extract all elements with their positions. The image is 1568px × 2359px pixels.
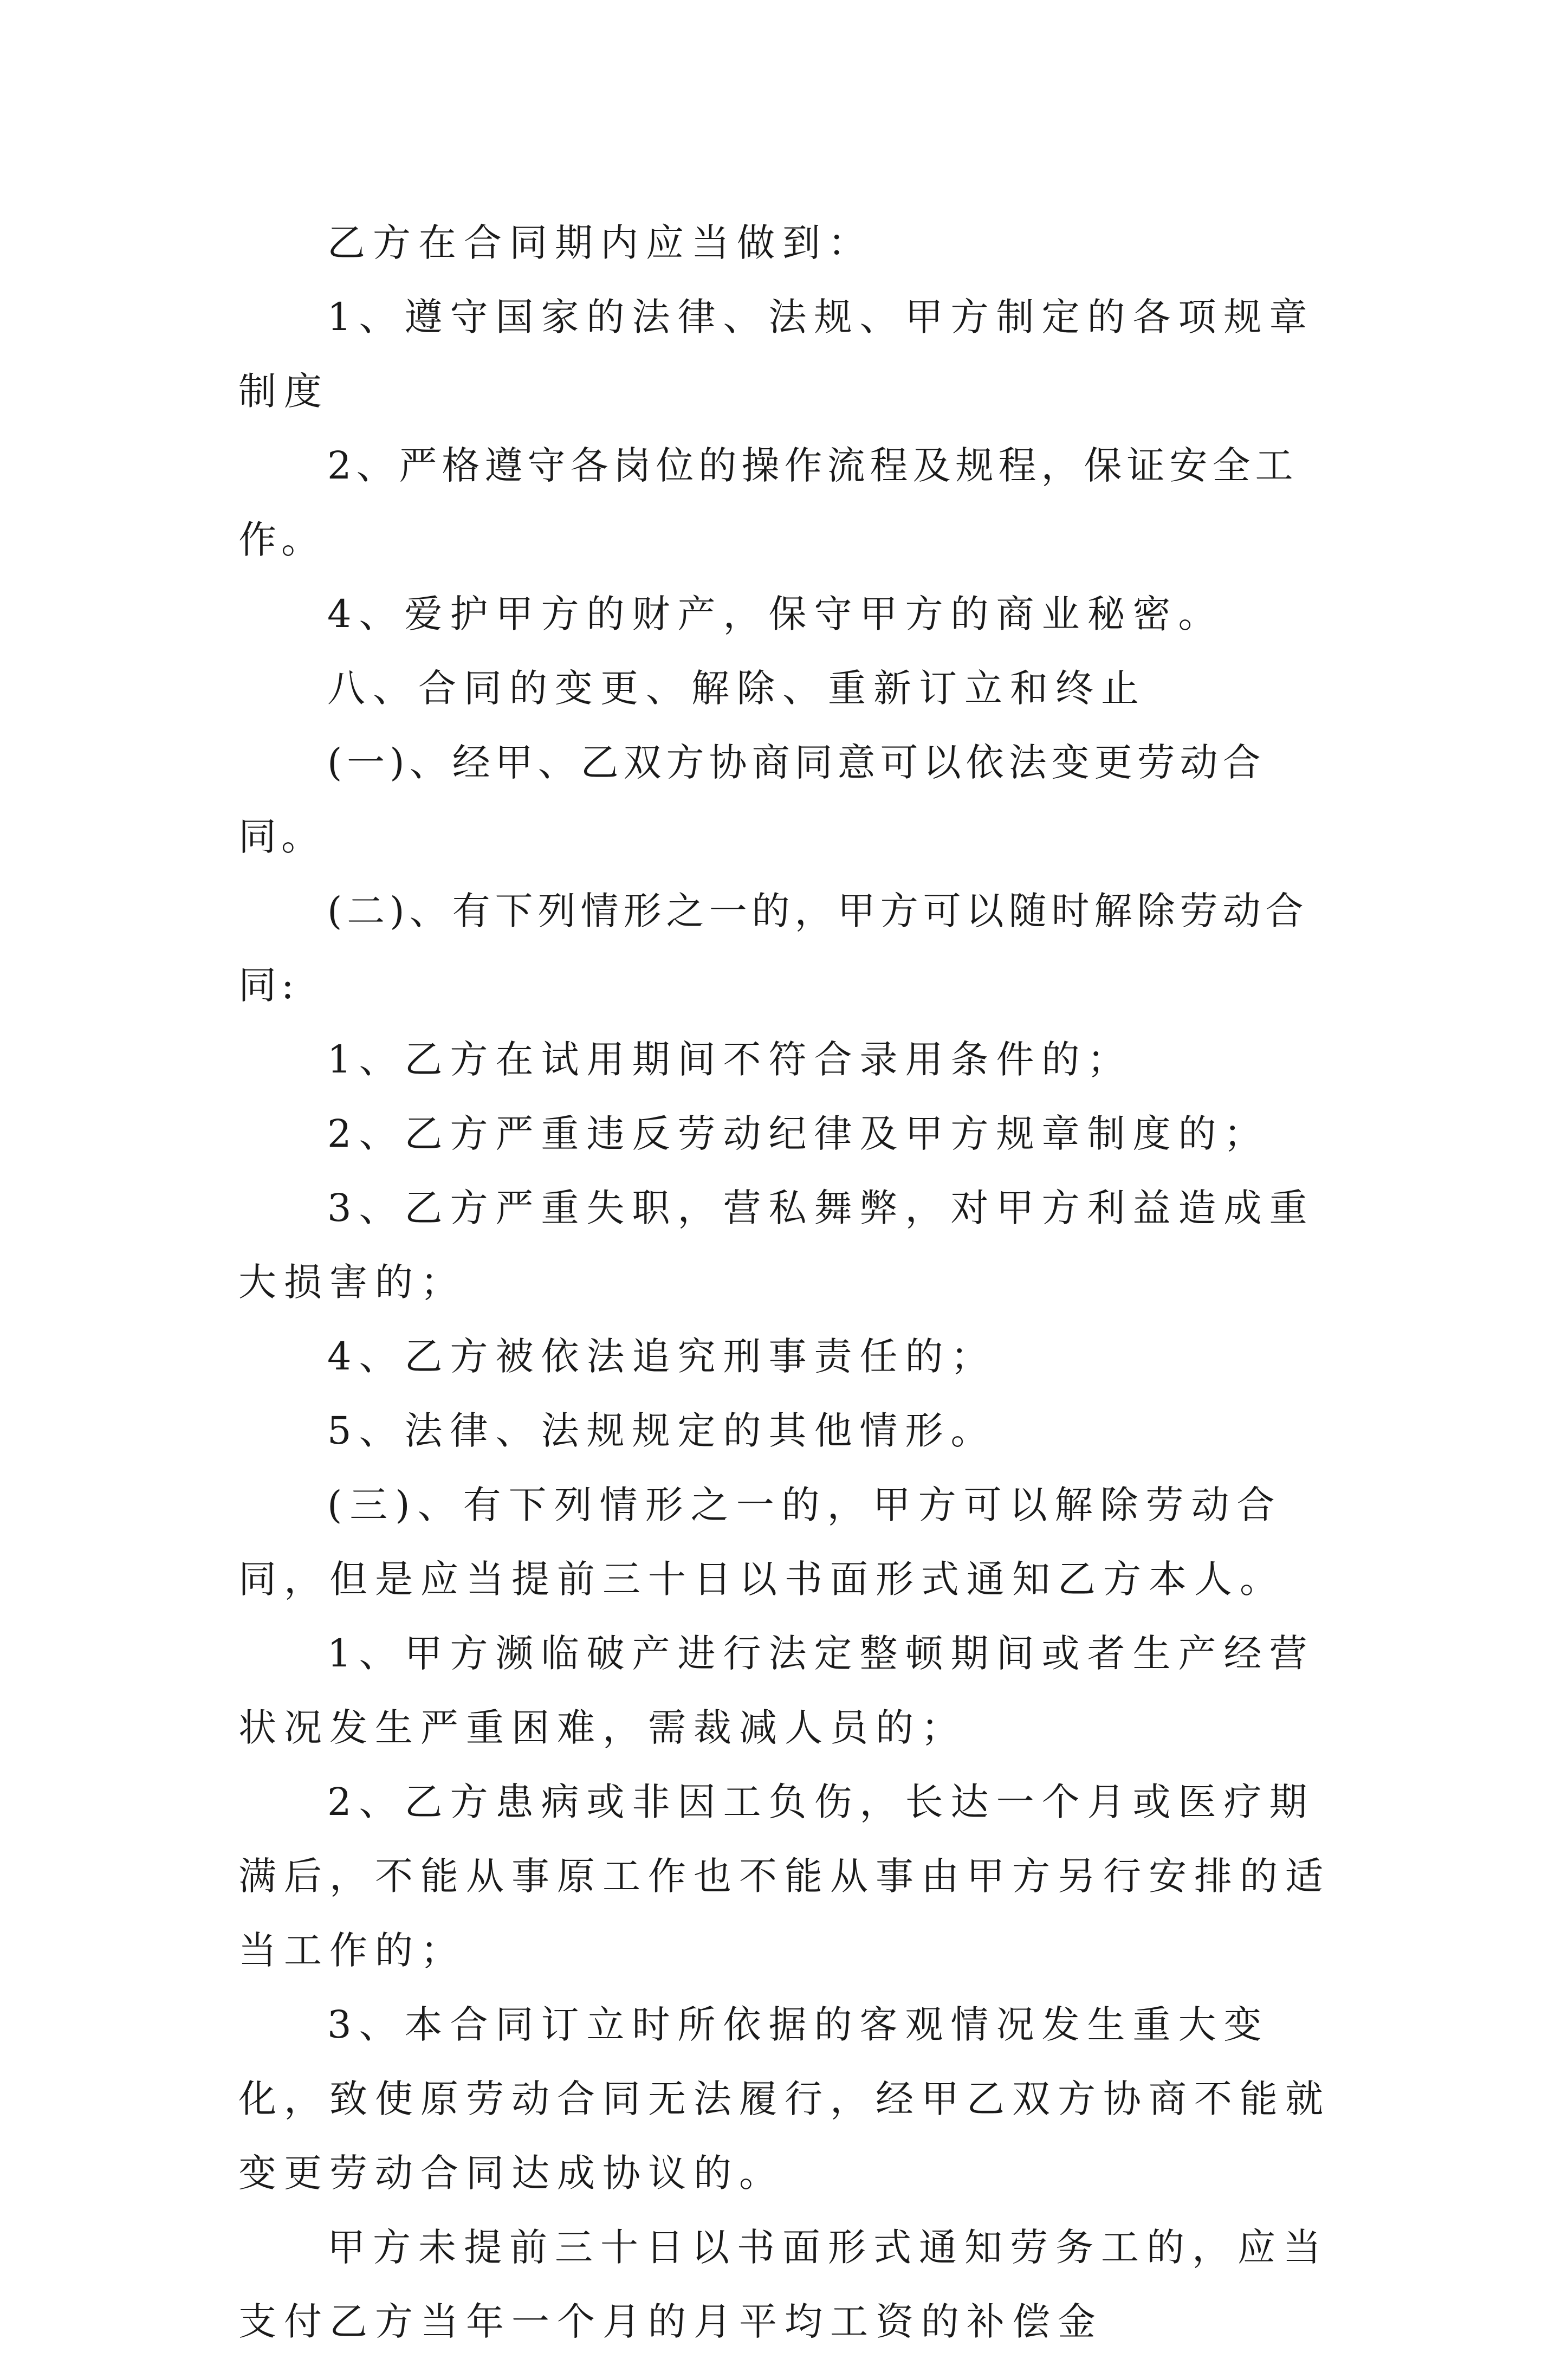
paragraph: 4、爱护甲方的财产，保守甲方的商业秘密。 xyxy=(327,592,1224,636)
section-heading: 八、合同的变更、解除、重新订立和终止 xyxy=(327,666,1146,710)
paragraph: 乙方在合同期内应当做到： xyxy=(327,221,873,265)
paragraph: 5、法律、法规规定的其他情形。 xyxy=(327,1408,996,1453)
paragraph: 3、本合同订立时所依据的客观情况发生重大变化，致使原劳动合同无法履行，经甲乙双方协商不能就变更劳动合同达成协议的。 xyxy=(238,2002,1331,2195)
paragraph: 2、严格遵守各岗位的操作流程及规程，保证安全工作。 xyxy=(238,443,1298,562)
paragraph: 甲方未提前三十日以书面形式通知劳务工的，应当支付乙方当年一个月的月平均工资的补偿金 xyxy=(238,2225,1329,2344)
paragraph: 4、乙方被依法追究刑事责任的； xyxy=(327,1334,996,1379)
paragraph: (一)、经甲、乙双方协商同意可以依法变更劳动合同。 xyxy=(238,740,1266,859)
paragraph: 2、乙方患病或非因工负伤，长达一个月或医疗期满后，不能从事原工作也不能从事由甲方另行安排的适当工作的； xyxy=(238,1780,1331,1973)
paragraph: 2、乙方严重违反劳动纪律及甲方规章制度的； xyxy=(327,1111,1269,1156)
paragraph: (三)、有下列情形之一的，甲方可以解除劳动合同，但是应当提前三十日以书面形式通知乙方本人。 xyxy=(238,1483,1285,1601)
paragraph: 1、遵守国家的法律、法规、甲方制定的各项规章制度 xyxy=(238,295,1315,413)
contract-text-body xyxy=(238,206,1344,2359)
paragraph: 1、乙方在试用期间不符合录用条件的； xyxy=(327,1037,1133,1082)
paragraph: 3、乙方严重失职，营私舞弊，对甲方利益造成重大损害的； xyxy=(238,1186,1315,1304)
paragraph: (二)、有下列情形之一的，甲方可以随时解除劳动合同: xyxy=(238,889,1308,1007)
paragraph: 1、甲方濒临破产进行法定整顿期间或者生产经营状况发生严重困难，需裁减人员的； xyxy=(238,1631,1315,1750)
